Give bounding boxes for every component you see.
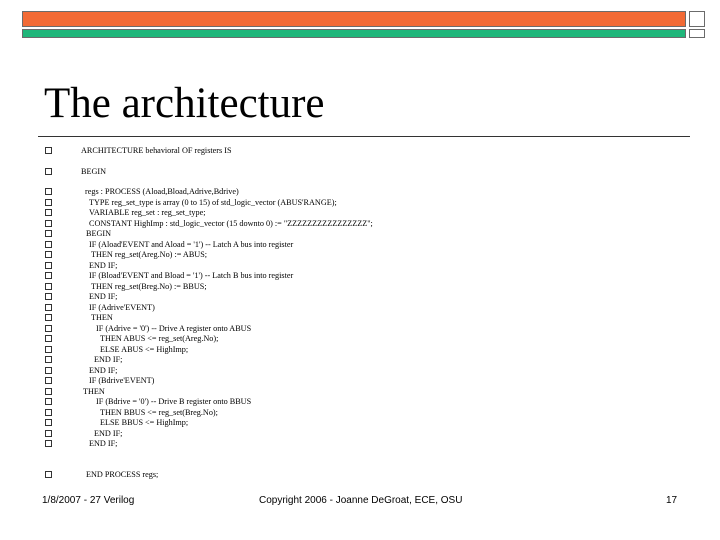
footer-page-number: 17 [666, 495, 678, 506]
square-bullet-icon [45, 398, 52, 405]
code-line: THEN ABUS <= reg_set(Areg.No); [100, 334, 219, 343]
square-bullet-icon [45, 230, 52, 237]
code-line: CONSTANT HighImp : std_logic_vector (15 downto 0) := "ZZZZZZZZZZZZZZZZ"; [89, 219, 373, 228]
code-line: IF (Adrive = '0') -- Drive A register onto ABUS [96, 324, 252, 333]
square-bullet-icon [45, 335, 52, 342]
square-bullet-icon [45, 168, 52, 175]
code-line: END IF; [94, 429, 123, 438]
code-line: END PROCESS regs; [86, 470, 159, 479]
code-line: IF (Bdrive = '0') -- Drive B register onto BBUS [96, 397, 252, 406]
code-line: THEN [91, 313, 113, 322]
code-line: IF (Aload'EVENT and Aload = '1') -- Latch A bus into register [89, 240, 294, 249]
square-bullet-icon [45, 199, 52, 206]
square-bullet-icon [45, 325, 52, 332]
footer-copyright: Copyright 2006 - Joanne DeGroat, ECE, OSU [259, 495, 463, 506]
square-bullet-icon [45, 188, 52, 195]
code-line: END IF; [89, 366, 118, 375]
code-line: IF (Bdrive'EVENT) [89, 376, 155, 385]
square-bullet-icon [45, 409, 52, 416]
code-line: ELSE ABUS <= HighImp; [100, 345, 189, 354]
square-bullet-icon [45, 272, 52, 279]
square-bullet-icon [45, 430, 52, 437]
code-line: THEN [83, 387, 105, 396]
code-line: THEN reg_set(Breg.No) := BBUS; [91, 282, 207, 291]
code-line: IF (Adrive'EVENT) [89, 303, 155, 312]
code-line: THEN reg_set(Areg.No) := ABUS; [91, 250, 208, 259]
square-bullet-icon [45, 304, 52, 311]
code-line: BEGIN [81, 167, 107, 176]
code-line: END IF; [89, 439, 118, 448]
code-line: ELSE BBUS <= HighImp; [100, 418, 189, 427]
code-line: regs : PROCESS (Aload,Bload,Adrive,Bdrive) [85, 187, 239, 196]
square-bullet-icon [45, 283, 52, 290]
slide-title: The architecture [44, 80, 325, 127]
square-bullet-icon [45, 356, 52, 363]
code-line: END IF; [89, 261, 118, 270]
square-bullet-icon [45, 251, 52, 258]
square-bullet-icon [45, 314, 52, 321]
code-line: ARCHITECTURE behavioral OF registers IS [81, 146, 232, 155]
footer-date: 1/8/2007 - 27 Verilog [42, 495, 135, 506]
square-bullet-icon [45, 471, 52, 478]
code-line: END IF; [94, 355, 123, 364]
square-bullet-icon [45, 377, 52, 384]
square-bullet-icon [45, 440, 52, 447]
code-line: IF (Bload'EVENT and Bload = '1') -- Latch B bus into register [89, 271, 294, 280]
square-bullet-icon [45, 419, 52, 426]
square-bullet-icon [45, 209, 52, 216]
square-bullet-icon [45, 346, 52, 353]
code-line: THEN BBUS <= reg_set(Breg.No); [100, 408, 218, 417]
square-bullet-icon [45, 367, 52, 374]
code-line: VARIABLE reg_set : reg_set_type; [89, 208, 206, 217]
square-bullet-icon [45, 147, 52, 154]
square-bullet-icon [45, 220, 52, 227]
square-bullet-icon [45, 388, 52, 395]
code-line: TYPE reg_set_type is array (0 to 15) of std_logic_vector (ABUS'RANGE); [89, 198, 337, 207]
square-bullet-icon [45, 241, 52, 248]
code-line: END IF; [89, 292, 118, 301]
square-bullet-icon [45, 293, 52, 300]
square-bullet-icon [45, 262, 52, 269]
code-line: BEGIN [86, 229, 112, 238]
